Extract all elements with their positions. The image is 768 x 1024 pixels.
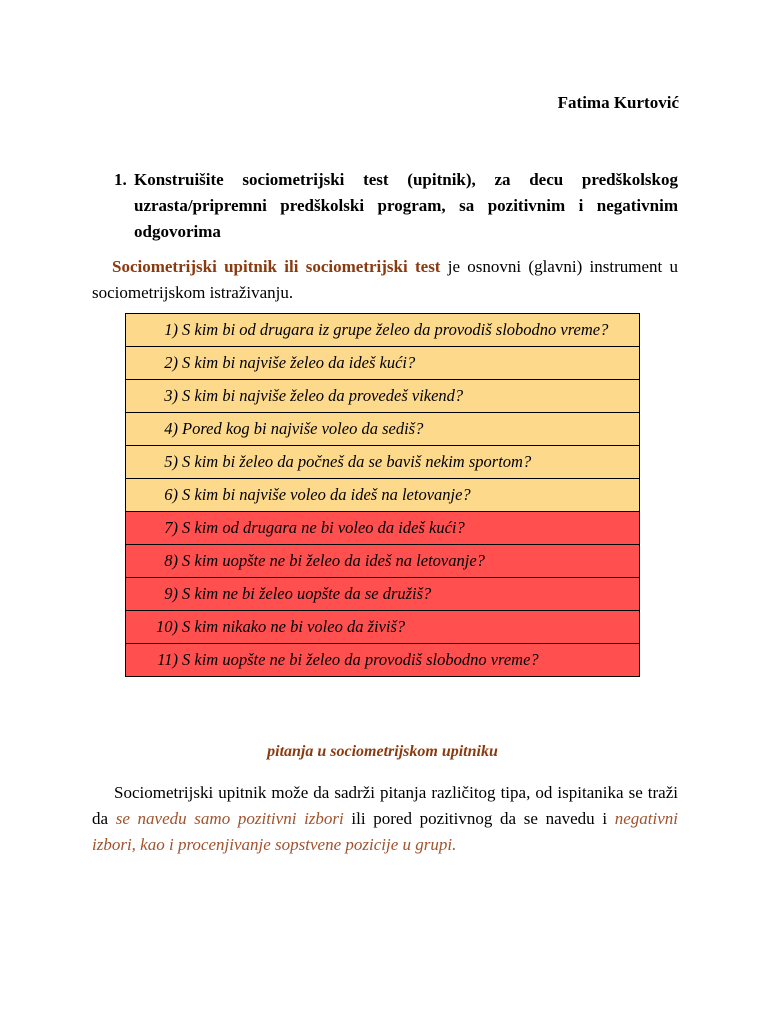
question-cell	[126, 446, 640, 479]
question-item-number: 6)	[164, 485, 178, 504]
question-item-number: 9)	[164, 584, 178, 603]
question-item-number: 7)	[164, 518, 178, 537]
question-item-text: S kim bi od drugara iz grupe želeo da provodiš slobodno vreme?	[182, 320, 609, 339]
question-item-text: S kim uopšte ne bi želeo da ideš na letovanje?	[182, 551, 485, 570]
question-item-text: Pored kog bi najviše voleo da sediš?	[182, 419, 424, 438]
question-item-text: S kim bi želeo da počneš da se baviš nekim sportom?	[182, 452, 532, 471]
closing-highlight2: negativni izbori, kao i procenjivanje sopstvene pozicije u grupi.	[92, 809, 678, 854]
question-item-number: 11)	[157, 650, 178, 669]
question-item-number: 2)	[164, 353, 178, 372]
question-text: Konstruišite sociometrijski test (upitnik), za decu predškolskog uzrasta/pripremni predškolski program, sa pozitivnim i negativnim odgovorima	[134, 170, 678, 241]
author-name: Fatima Kurtović	[557, 93, 679, 112]
question-row	[126, 644, 640, 677]
question-row	[126, 380, 640, 413]
question-cell	[126, 413, 640, 446]
question-item-number: 8)	[164, 551, 178, 570]
question-row	[126, 347, 640, 380]
closing-part2: ili pored pozitivnog da se navedu i	[343, 809, 615, 828]
question-row	[126, 413, 640, 446]
question-item-text: S kim od drugara ne bi voleo da ideš kući?	[182, 518, 465, 537]
question-cell	[126, 512, 640, 545]
question-item-text: S kim bi najviše želeo da provedeš vikend?	[182, 386, 464, 405]
closing-highlight1: se navedu samo pozitivni izbori	[115, 809, 344, 828]
question-cell	[126, 380, 640, 413]
question-item-number: 5)	[164, 452, 178, 471]
question-item-text: S kim bi najviše voleo da ideš na letovanje?	[182, 485, 471, 504]
question-cell	[126, 578, 640, 611]
question-item-text: S kim uopšte ne bi želeo da provodiš slobodno vreme?	[182, 650, 539, 669]
closing-part1: Sociometrijski upitnik može da sadrži pitanja različitog tipa, od ispitanika se traži da	[92, 783, 678, 828]
table-caption: pitanja u sociometrijskom upitniku	[267, 743, 498, 760]
intro-rest: je osnovni (glavni) instrument u sociometrijskom istraživanju.	[92, 257, 679, 302]
question-item-number: 4)	[164, 419, 178, 438]
question-row	[126, 512, 640, 545]
question-cell	[126, 479, 640, 512]
question-cell	[126, 314, 640, 347]
question-item-number: 10)	[156, 617, 178, 636]
intro-paragraph	[92, 254, 678, 306]
question-cell	[126, 644, 640, 677]
question-item-text: S kim bi najviše želeo da ideš kući?	[182, 353, 416, 372]
question-cell	[126, 347, 640, 380]
question-row	[126, 479, 640, 512]
question-heading	[92, 167, 678, 245]
question-number: 1.	[114, 170, 127, 189]
intro-highlight: Sociometrijski upitnik ili sociometrijski test	[112, 257, 441, 276]
question-item-text: S kim nikako ne bi voleo da živiš?	[182, 617, 406, 636]
question-row	[126, 446, 640, 479]
questions-table	[125, 313, 640, 677]
question-row	[126, 314, 640, 347]
question-row	[126, 611, 640, 644]
closing-paragraph	[92, 780, 678, 858]
question-item-number: 3)	[164, 386, 178, 405]
question-cell	[126, 611, 640, 644]
question-row	[126, 545, 640, 578]
question-row	[126, 578, 640, 611]
question-item-number: 1)	[164, 320, 178, 339]
question-cell	[126, 545, 640, 578]
question-item-text: S kim ne bi želeo uopšte da se družiš?	[182, 584, 432, 603]
